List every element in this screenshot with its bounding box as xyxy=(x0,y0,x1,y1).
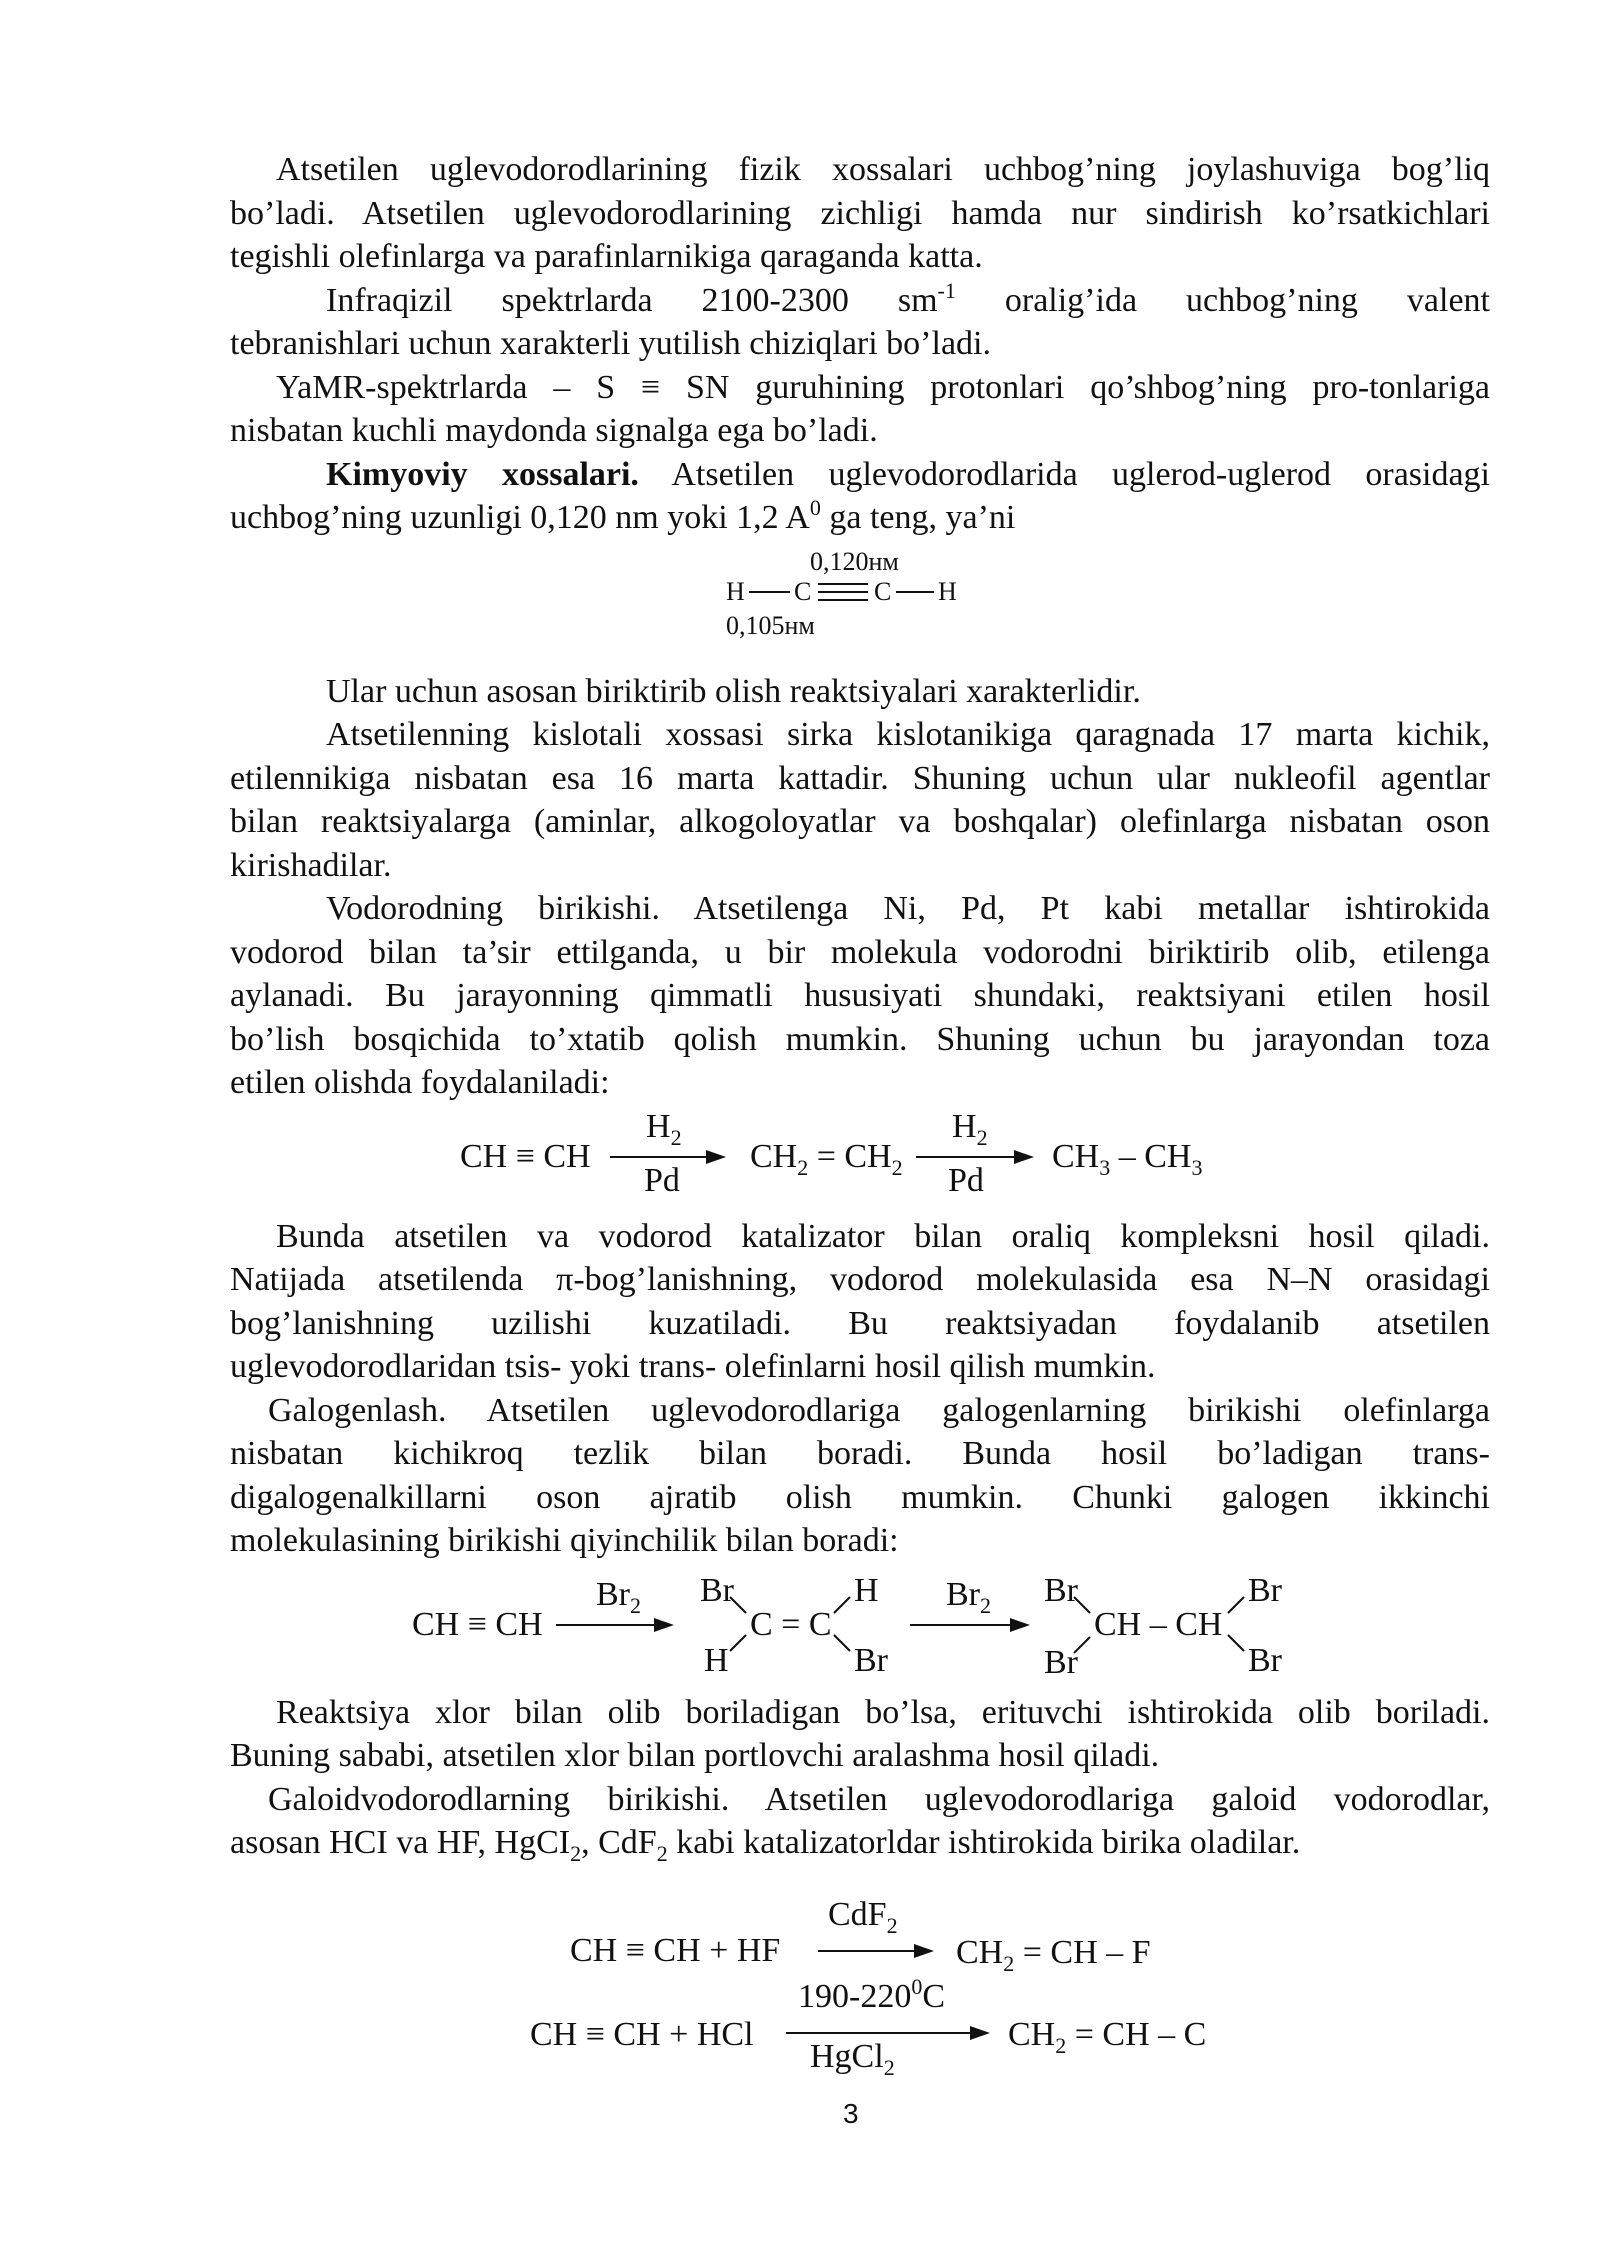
arrow-head xyxy=(914,1944,934,1958)
formula-text: = CH – F xyxy=(1014,1933,1151,1971)
product: CH – CH xyxy=(1094,1605,1223,1643)
text-line: bo’lish bosqichida to’xtatib qolish mumkin. Shuning uchun bu jarayondan toza xyxy=(230,1020,1490,1058)
bond-lines xyxy=(230,540,1490,670)
reaction-arrows xyxy=(230,1105,1490,1215)
catalyst-label: Pd xyxy=(644,1161,680,1199)
text-line: tebranishlari uchun xarakterli yutilish chiziqlari bo’ladi. xyxy=(230,325,991,362)
text-line: Bunda atsetilen va vodorod katalizator bilan oraliq kompleksni hosil qiladi. xyxy=(276,1217,1490,1255)
subscript: 2 xyxy=(570,1841,582,1866)
formula-text: CH xyxy=(750,1137,798,1175)
superscript: -1 xyxy=(937,277,956,303)
reaction-bonds-arrows xyxy=(230,1563,1490,1691)
atom-label: C xyxy=(874,576,892,606)
subscript: 2 xyxy=(883,2054,895,2080)
formula-text: – CH xyxy=(1110,1137,1192,1175)
text-fragment: ga teng, ya’ni xyxy=(820,499,1016,536)
text-fragment: Atsetilen uglevodorodlarida uglerod-uglerod orasidagi xyxy=(638,455,1491,493)
substituent: Br xyxy=(1044,1571,1078,1609)
text-line xyxy=(230,1821,1490,1865)
text-line: Galogenlash. Atsetilen uglevodorodlariga galogenlarning birikishi olefinlarga xyxy=(268,1391,1490,1429)
text-fragment: uchbog’ning uzunligi 0,120 nm yoki 1,2 A xyxy=(230,499,810,536)
reagent-text: H xyxy=(646,1107,671,1145)
text-line: YaMR-spektrlarda – S ≡ SN guruhining protonlari qo’shbog’ning pro-tonlariga xyxy=(276,368,1490,406)
text-line: vodorod bilan ta’sir ettilganda, u bir molekula vodorodni biriktirib olib, etilenga xyxy=(230,933,1490,971)
text-line: aylanadi. Bu jarayonning qimmatli hususiyati shundaki, reaktsiyani etilen hosil xyxy=(230,977,1490,1014)
bond xyxy=(730,1635,746,1651)
text-line xyxy=(230,496,1490,540)
hydrohalogenation-scheme xyxy=(230,1893,1490,2123)
arrow-head xyxy=(706,1150,726,1164)
reagent-text: Br xyxy=(946,1575,980,1613)
formula-text: CH xyxy=(1052,1137,1100,1175)
substituent: H xyxy=(704,1641,729,1679)
arrow-head xyxy=(1014,1150,1034,1164)
catalyst-text: CdF xyxy=(828,1895,887,1933)
text-line: bog’lanishning uzilishi kuzatiladi. Bu reaktsiyadan foydalanib atsetilen xyxy=(230,1304,1490,1342)
arrow-head xyxy=(654,1618,674,1632)
text-line: Atsetilenning kislotali xossasi sirka kislotanikiga qaragnada 17 marta kichik, xyxy=(326,716,1490,753)
text-line: Galoidvodorodlarning birikishi. Atsetilen uglevodorodlariga galoid vodorodlar, xyxy=(268,1780,1490,1818)
catalyst-text: HgCl xyxy=(810,2037,884,2075)
substituent: Br xyxy=(1248,1641,1282,1679)
bond xyxy=(1074,1597,1090,1613)
substituent: Br xyxy=(1248,1571,1282,1609)
reactant: CH ≡ CH xyxy=(412,1605,543,1643)
text-line: Atsetilen uglevodorodlarining fizik xossalari uchbog’ning joylashuviga bog’liq xyxy=(276,151,1490,188)
text-line: Natijada atsetilenda π-bog’lanishning, vodorod molekulasida esa N–N orasidagi xyxy=(230,1261,1490,1298)
text-line: Ular uchun asosan biriktirib olish reaktsiyalari xarakterlidir. xyxy=(326,672,1141,710)
text-line: bilan reaktsiyalarga (aminlar, alkogoloyatlar va boshqalar) olefinlarga nisbatan oson xyxy=(230,803,1490,840)
text-line: nisbatan kichikroq tezlik bilan boradi. Bunda hosil bo’ladigan trans- xyxy=(230,1435,1490,1472)
superscript: 0 xyxy=(809,495,821,520)
condition-text: C xyxy=(922,1977,946,2015)
subscript: 2 xyxy=(1055,2032,1067,2058)
text-fragment: asosan HCI va HF, HgCI xyxy=(230,1824,571,1861)
formula-text: CH xyxy=(1008,2015,1056,2053)
subscript: 2 xyxy=(980,1592,991,1618)
reaction-arrows xyxy=(230,1893,1490,2123)
text-fragment: Infraqizil spektrlarda 2100-2300 sm xyxy=(326,281,938,319)
substituent: H xyxy=(854,1571,879,1609)
text-line: molekulasining birikishi qiyinchilik bilan boradi: xyxy=(230,1522,899,1559)
text-line: kirishadilar. xyxy=(230,846,392,884)
text-line xyxy=(230,453,1490,497)
substituent: Br xyxy=(854,1641,888,1679)
text-fragment: oralig’ida uchbog’ning valent xyxy=(955,281,1490,319)
reactants: CH ≡ CH + HF xyxy=(570,1931,781,1969)
subscript: 2 xyxy=(797,1154,809,1180)
reagent-text: Br xyxy=(596,1575,630,1613)
atom-label: C xyxy=(794,576,812,606)
subscript: 3 xyxy=(1099,1154,1111,1180)
formula-text: = CH xyxy=(808,1137,892,1175)
reactant: CH ≡ CH xyxy=(460,1137,591,1175)
atom-label: H xyxy=(726,576,745,606)
text-fragment: kabi katalizatorldar ishtirokida birika oladilar. xyxy=(667,1824,1301,1861)
bond xyxy=(834,1635,850,1651)
bond xyxy=(1074,1637,1090,1653)
text-line: uglevodorodlaridan tsis- yoki trans- olefinlarni hosil qilish mumkin. xyxy=(230,1348,1156,1385)
text-line: nisbatan kuchli maydonda signalga ega bo’ladi. xyxy=(230,412,878,449)
text-fragment: , CdF xyxy=(581,1824,657,1861)
reactants: CH ≡ CH + HCl xyxy=(530,2015,754,2053)
text-line: bo’ladi. Atsetilen uglevodorodlarining zichligi hamda nur sindirish ko’rsatkichlari xyxy=(230,194,1490,232)
bond-length-label: 0,120нм xyxy=(810,546,899,576)
page-content xyxy=(230,148,1490,2123)
arrow-head xyxy=(1010,1618,1030,1632)
formula-text: CH xyxy=(956,1933,1004,1971)
text-line: Vodorodning birikishi. Atsetilenga Ni, Pd, Pt kabi metallar ishtirokida xyxy=(326,890,1490,927)
subscript: 2 xyxy=(886,1912,898,1938)
atom-label: H xyxy=(938,576,957,606)
halogenation-scheme xyxy=(230,1563,1490,1691)
subscript: 2 xyxy=(670,1124,682,1150)
acetylene-structure xyxy=(230,540,1490,670)
formula-text: = CH – C xyxy=(1066,2015,1207,2053)
text-line: digalogenalkillarni oson ajratib olish mumkin. Chunki galogen ikkinchi xyxy=(230,1478,1490,1516)
text-line: tegishli olefinlarga va parafinlarnikiga qaraganda katta. xyxy=(230,238,983,275)
condition-text: 190-220 xyxy=(798,1977,912,2015)
bond-length-label: 0,105нм xyxy=(726,610,815,640)
section-heading: Kimyoviy xossalari. xyxy=(326,455,639,493)
arrow-head xyxy=(970,2026,990,2040)
subscript: 2 xyxy=(1003,1950,1015,1976)
subscript: 2 xyxy=(891,1154,903,1180)
bond xyxy=(1228,1635,1244,1651)
superscript: 0 xyxy=(911,1973,923,1999)
bond xyxy=(730,1597,746,1613)
catalyst-label: Pd xyxy=(948,1161,984,1199)
hydrogenation-scheme xyxy=(230,1105,1490,1215)
subscript: 2 xyxy=(630,1592,641,1618)
page-number: 3 xyxy=(843,2098,859,2129)
bond xyxy=(1228,1597,1244,1613)
intermediate: C = C xyxy=(750,1605,832,1643)
bond xyxy=(834,1597,850,1613)
substituent: Br xyxy=(1044,1643,1078,1681)
subscript: 2 xyxy=(656,1841,668,1866)
reagent-text: H xyxy=(952,1107,977,1145)
text-line: etilennikiga nisbatan esa 16 marta kattadir. Shuning uchun ular nukleofil agentlar xyxy=(230,759,1490,797)
substituent: Br xyxy=(700,1571,734,1609)
subscript: 2 xyxy=(976,1124,988,1150)
text-line: Buning sababi, atsetilen xlor bilan portlovchi aralashma hosil qiladi. xyxy=(230,1737,1160,1774)
text-line: etilen olishda foydalaniladi: xyxy=(230,1064,610,1101)
text-line xyxy=(230,279,1490,323)
text-line: Reaktsiya xlor bilan olib boriladigan bo’lsa, erituvchi ishtirokida olib boriladi. xyxy=(276,1693,1490,1731)
subscript: 3 xyxy=(1191,1154,1203,1180)
